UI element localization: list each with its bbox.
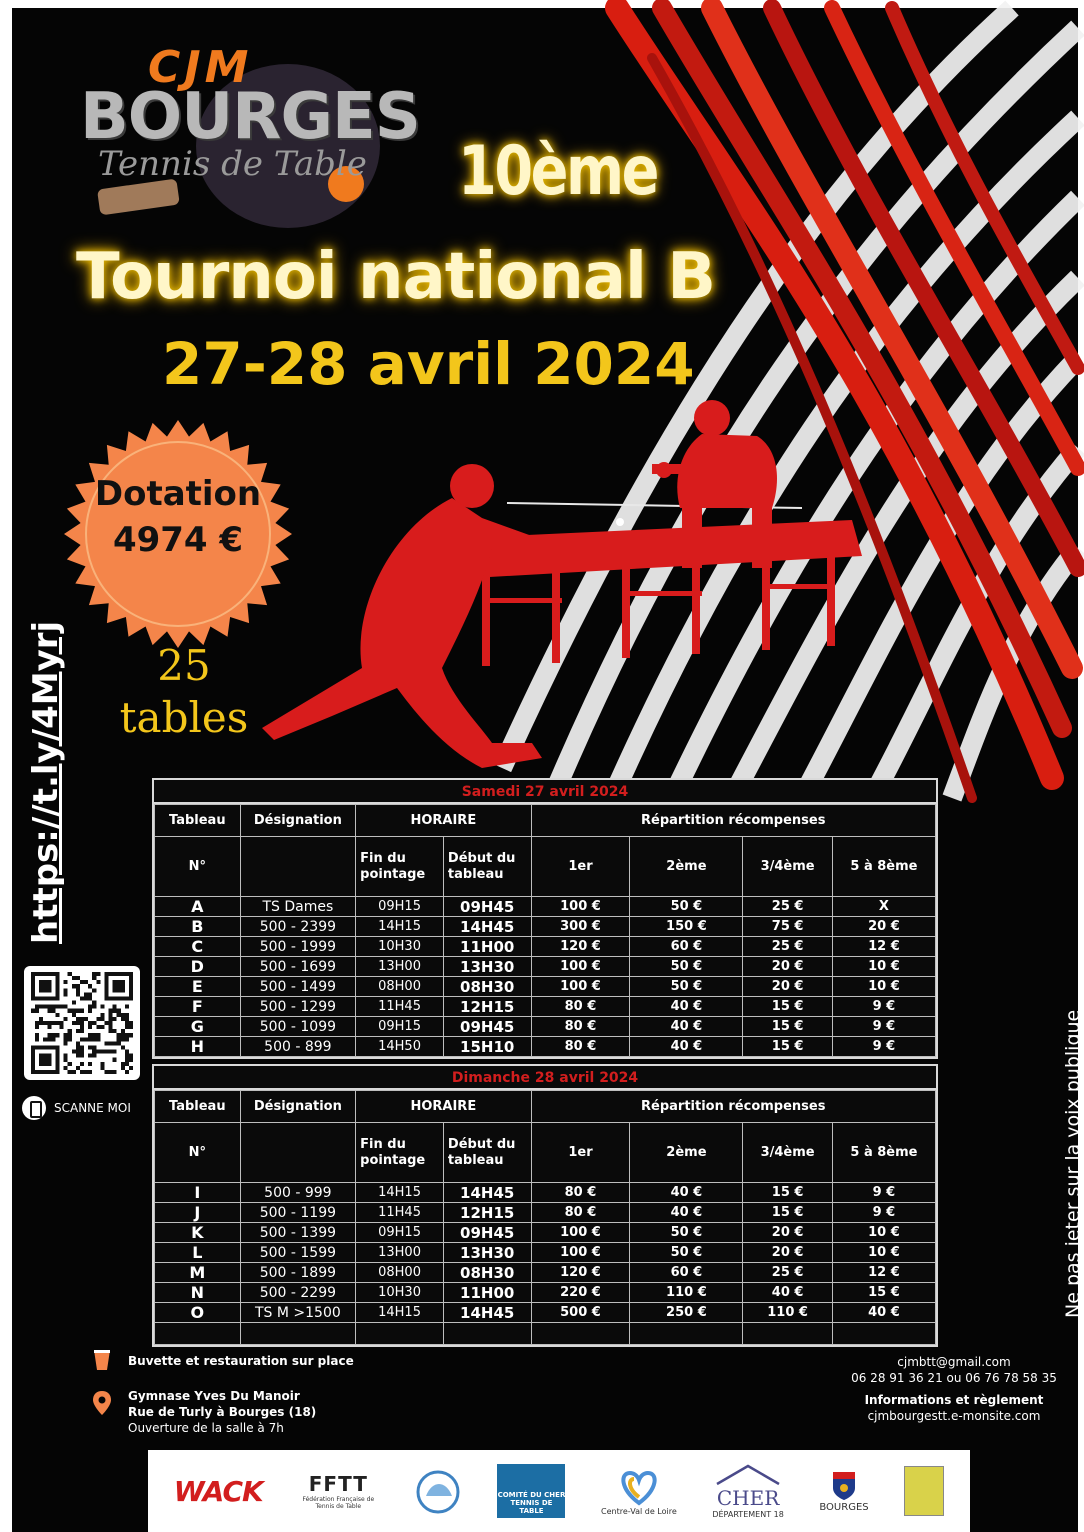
cell-debut-tableau: 09H45 bbox=[443, 897, 531, 917]
sponsor-comite-logo: COMITÉ DU CHER TENNIS DE TABLE bbox=[497, 1464, 565, 1518]
cell-prize-second: 40 € bbox=[630, 1017, 743, 1037]
tables-count-label: tables bbox=[119, 693, 249, 742]
cell-prize-third-fourth: 15 € bbox=[743, 1037, 832, 1057]
table-row bbox=[155, 1283, 936, 1303]
cell-empty bbox=[630, 1323, 743, 1345]
cell-tableau: A bbox=[155, 897, 241, 917]
cell-prize-third-fourth: 20 € bbox=[743, 977, 832, 997]
table-row bbox=[155, 957, 936, 977]
tournament-dates: 27-28 avril 2024 bbox=[162, 330, 695, 398]
cell-debut-tableau: 13H30 bbox=[443, 1243, 531, 1263]
cell-debut-tableau: 12H15 bbox=[443, 997, 531, 1017]
table-row bbox=[155, 1183, 936, 1203]
poster bbox=[12, 8, 1084, 1532]
cell-designation: 500 - 2399 bbox=[240, 917, 356, 937]
col-debut-tableau: Début du tableau bbox=[443, 1123, 531, 1183]
registration-link[interactable]: https://t.ly/4Myrj bbox=[26, 620, 66, 944]
litter-notice: Ne pas jeter sur la voix publique bbox=[1062, 1009, 1084, 1318]
sponsor-wack-logo: WACK bbox=[173, 1474, 263, 1508]
col-fifth-eighth: 5 à 8ème bbox=[832, 837, 935, 897]
buvette-info: Buvette et restauration sur place bbox=[128, 1354, 354, 1368]
col-blank bbox=[240, 837, 356, 897]
col-tableau: Tableau bbox=[155, 1091, 241, 1123]
cell-fin-pointage: 09H15 bbox=[356, 1223, 444, 1243]
cell-prize-fifth-eighth: 9 € bbox=[832, 997, 935, 1017]
contact-website[interactable]: cjmbourgestt.e-monsite.com bbox=[867, 1409, 1041, 1423]
cell-prize-first: 100 € bbox=[531, 977, 630, 997]
cell-prize-first: 100 € bbox=[531, 1243, 630, 1263]
venue-name: Gymnase Yves Du Manoir bbox=[128, 1389, 300, 1403]
qr-code[interactable] bbox=[24, 966, 140, 1080]
col-horaire: HORAIRE bbox=[356, 1091, 531, 1123]
cell-debut-tableau: 12H15 bbox=[443, 1203, 531, 1223]
cell-fin-pointage: 08H00 bbox=[356, 1263, 444, 1283]
cell-prize-third-fourth: 25 € bbox=[743, 1263, 832, 1283]
cell-prize-first: 120 € bbox=[531, 937, 630, 957]
logo-sport: Tennis de Table bbox=[98, 144, 367, 184]
cell-tableau: H bbox=[155, 1037, 241, 1057]
cell-tableau: O bbox=[155, 1303, 241, 1323]
cell-debut-tableau: 15H10 bbox=[443, 1037, 531, 1057]
cell-prize-second: 40 € bbox=[630, 1037, 743, 1057]
cell-designation: 500 - 899 bbox=[240, 1037, 356, 1057]
cell-prize-first: 80 € bbox=[531, 1037, 630, 1057]
cell-prize-first: 80 € bbox=[531, 1203, 630, 1223]
cell-prize-fifth-eighth: 10 € bbox=[832, 1223, 935, 1243]
edition-number: 10ème bbox=[458, 132, 658, 211]
cell-designation: 500 - 1699 bbox=[240, 957, 356, 977]
cell-prize-second: 50 € bbox=[630, 957, 743, 977]
cell-fin-pointage: 14H15 bbox=[356, 1183, 444, 1203]
cell-prize-first: 100 € bbox=[531, 1223, 630, 1243]
cell-debut-tableau: 14H45 bbox=[443, 1183, 531, 1203]
logo-city: BOURGES bbox=[80, 80, 420, 154]
sponsor-cher-sub: DÉPARTEMENT 18 bbox=[712, 1509, 784, 1519]
cell-tableau: C bbox=[155, 937, 241, 957]
cell-prize-fifth-eighth: X bbox=[832, 897, 935, 917]
col-numero: N° bbox=[155, 837, 241, 897]
cell-prize-fifth-eighth: 10 € bbox=[832, 1243, 935, 1263]
sponsor-bourges-label: BOURGES bbox=[819, 1501, 869, 1513]
cell-prize-third-fourth: 25 € bbox=[743, 937, 832, 957]
cell-prize-third-fourth: 20 € bbox=[743, 957, 832, 977]
sponsor-region bbox=[601, 1467, 677, 1516]
col-debut-tableau: Début du tableau bbox=[443, 837, 531, 897]
cell-prize-fifth-eighth: 15 € bbox=[832, 1283, 935, 1303]
col-designation: Désignation bbox=[240, 1091, 356, 1123]
cell-empty bbox=[531, 1323, 630, 1345]
cell-prize-first: 80 € bbox=[531, 1183, 630, 1203]
contact-email[interactable]: cjmbtt@gmail.com bbox=[897, 1355, 1011, 1369]
cell-fin-pointage: 08H00 bbox=[356, 977, 444, 997]
cell-designation: 500 - 2299 bbox=[240, 1283, 356, 1303]
cell-prize-second: 50 € bbox=[630, 1223, 743, 1243]
cell-prize-third-fourth: 15 € bbox=[743, 1017, 832, 1037]
cell-designation: 500 - 1599 bbox=[240, 1243, 356, 1263]
scan-prompt bbox=[22, 1096, 131, 1120]
prize-label: Dotation bbox=[94, 474, 262, 514]
cell-prize-fifth-eighth: 40 € bbox=[832, 1303, 935, 1323]
cell-prize-second: 40 € bbox=[630, 1203, 743, 1223]
qr-code-icon bbox=[30, 972, 134, 1074]
saturday-title: Samedi 27 avril 2024 bbox=[154, 780, 936, 804]
cell-prize-second: 50 € bbox=[630, 897, 743, 917]
col-second: 2ème bbox=[630, 1123, 743, 1183]
col-first: 1er bbox=[531, 1123, 630, 1183]
cell-fin-pointage: 13H00 bbox=[356, 1243, 444, 1263]
contact-phones: 06 28 91 36 21 ou 06 76 78 58 35 bbox=[851, 1371, 1057, 1385]
cell-prize-first: 80 € bbox=[531, 1017, 630, 1037]
cell-prize-third-fourth: 20 € bbox=[743, 1223, 832, 1243]
sponsor-mehun bbox=[904, 1466, 944, 1516]
cell-fin-pointage: 14H15 bbox=[356, 917, 444, 937]
table-row bbox=[155, 1303, 936, 1323]
cell-designation: 500 - 1199 bbox=[240, 1203, 356, 1223]
col-numero: N° bbox=[155, 1123, 241, 1183]
cell-designation: 500 - 1099 bbox=[240, 1017, 356, 1037]
table-row bbox=[155, 1203, 936, 1223]
col-repartition: Répartition récompenses bbox=[531, 805, 936, 837]
heart-icon bbox=[616, 1467, 662, 1507]
cell-prize-fifth-eighth: 12 € bbox=[832, 1263, 935, 1283]
cell-debut-tableau: 11H00 bbox=[443, 937, 531, 957]
cell-designation: 500 - 1499 bbox=[240, 977, 356, 997]
sunday-schedule bbox=[152, 1064, 938, 1347]
col-fin-pointage: Fin du pointage bbox=[356, 1123, 444, 1183]
sponsor-comite bbox=[497, 1464, 565, 1518]
cell-prize-first: 300 € bbox=[531, 917, 630, 937]
cell-prize-third-fourth: 25 € bbox=[743, 897, 832, 917]
cell-empty bbox=[240, 1323, 356, 1345]
cell-prize-third-fourth: 20 € bbox=[743, 1243, 832, 1263]
cell-empty bbox=[832, 1323, 935, 1345]
cell-prize-second: 250 € bbox=[630, 1303, 743, 1323]
cell-prize-first: 500 € bbox=[531, 1303, 630, 1323]
cell-prize-fifth-eighth: 10 € bbox=[832, 957, 935, 977]
col-blank bbox=[240, 1123, 356, 1183]
cell-debut-tableau: 14H45 bbox=[443, 1303, 531, 1323]
sunday-title: Dimanche 28 avril 2024 bbox=[154, 1066, 936, 1090]
table-row bbox=[155, 1263, 936, 1283]
cell-prize-third-fourth: 15 € bbox=[743, 1183, 832, 1203]
saturday-table bbox=[154, 804, 936, 1057]
cell-tableau: G bbox=[155, 1017, 241, 1037]
cell-prize-third-fourth: 110 € bbox=[743, 1303, 832, 1323]
logo-club-name: CJM bbox=[148, 42, 253, 93]
cell-prize-first: 220 € bbox=[531, 1283, 630, 1303]
col-designation: Désignation bbox=[240, 805, 356, 837]
col-horaire: HORAIRE bbox=[356, 805, 531, 837]
prize-badge bbox=[62, 474, 294, 560]
cell-tableau: L bbox=[155, 1243, 241, 1263]
info-label: Informations et règlement bbox=[864, 1393, 1044, 1407]
venue-opening: Ouverture de la salle à 7h bbox=[128, 1421, 284, 1435]
cell-debut-tableau: 14H45 bbox=[443, 917, 531, 937]
sponsor-emblem bbox=[414, 1466, 462, 1516]
club-logo bbox=[78, 34, 420, 224]
sponsor-fftt bbox=[298, 1472, 378, 1510]
scan-label: SCANNE MOI bbox=[54, 1101, 131, 1115]
cell-tableau: B bbox=[155, 917, 241, 937]
cell-fin-pointage: 10H30 bbox=[356, 1283, 444, 1303]
coat-of-arms-icon bbox=[831, 1470, 857, 1502]
cell-fin-pointage: 09H15 bbox=[356, 897, 444, 917]
venue-street: Rue de Turly à Bourges (18) bbox=[128, 1405, 317, 1419]
cell-prize-second: 50 € bbox=[630, 1243, 743, 1263]
contact-info bbox=[832, 1354, 1076, 1424]
table-row bbox=[155, 1037, 936, 1057]
cell-tableau: J bbox=[155, 1203, 241, 1223]
sponsor-region-label: Centre-Val de Loire bbox=[601, 1506, 677, 1516]
table-row bbox=[155, 997, 936, 1017]
sponsor-cher-logo: CHER bbox=[716, 1485, 780, 1510]
sponsor-fftt-logo: FFTT bbox=[308, 1472, 368, 1496]
sponsor-wack bbox=[174, 1475, 263, 1508]
cell-prize-first: 100 € bbox=[531, 957, 630, 977]
cell-debut-tableau: 08H30 bbox=[443, 1263, 531, 1283]
cell-empty bbox=[443, 1323, 531, 1345]
phone-icon bbox=[22, 1096, 46, 1120]
col-first: 1er bbox=[531, 837, 630, 897]
cell-fin-pointage: 10H30 bbox=[356, 937, 444, 957]
cell-prize-first: 100 € bbox=[531, 897, 630, 917]
cell-empty bbox=[356, 1323, 444, 1345]
cell-prize-fifth-eighth: 9 € bbox=[832, 1017, 935, 1037]
col-repartition: Répartition récompenses bbox=[531, 1091, 936, 1123]
sponsor-cher bbox=[712, 1464, 783, 1519]
cell-prize-fifth-eighth: 9 € bbox=[832, 1037, 935, 1057]
cell-tableau: F bbox=[155, 997, 241, 1017]
cell-prize-fifth-eighth: 9 € bbox=[832, 1183, 935, 1203]
cell-empty bbox=[155, 1323, 241, 1345]
sponsor-bar bbox=[148, 1450, 970, 1532]
col-third-fourth: 3/4ème bbox=[743, 1123, 832, 1183]
tables-count bbox=[104, 640, 264, 744]
cell-prize-second: 60 € bbox=[630, 937, 743, 957]
cell-debut-tableau: 09H45 bbox=[443, 1017, 531, 1037]
cell-prize-first: 80 € bbox=[531, 997, 630, 1017]
cell-designation: 500 - 1899 bbox=[240, 1263, 356, 1283]
cell-designation: 500 - 1999 bbox=[240, 937, 356, 957]
cell-prize-first: 120 € bbox=[531, 1263, 630, 1283]
table-row bbox=[155, 897, 936, 917]
table-row bbox=[155, 1017, 936, 1037]
cell-empty bbox=[743, 1323, 832, 1345]
cell-fin-pointage: 14H50 bbox=[356, 1037, 444, 1057]
col-tableau: Tableau bbox=[155, 805, 241, 837]
roof-icon bbox=[713, 1464, 783, 1486]
saturday-schedule bbox=[152, 778, 938, 1059]
sponsor-mehun-logo bbox=[904, 1466, 944, 1516]
table-row bbox=[155, 977, 936, 997]
cell-designation: 500 - 1399 bbox=[240, 1223, 356, 1243]
cell-prize-second: 60 € bbox=[630, 1263, 743, 1283]
cell-prize-fifth-eighth: 12 € bbox=[832, 937, 935, 957]
cell-debut-tableau: 09H45 bbox=[443, 1223, 531, 1243]
cell-fin-pointage: 11H45 bbox=[356, 1203, 444, 1223]
cell-prize-fifth-eighth: 9 € bbox=[832, 1203, 935, 1223]
location-pin-icon bbox=[92, 1390, 112, 1416]
cell-tableau: N bbox=[155, 1283, 241, 1303]
prize-amount: 4974 € bbox=[112, 520, 244, 560]
cell-fin-pointage: 14H15 bbox=[356, 1303, 444, 1323]
table-row bbox=[155, 917, 936, 937]
cell-debut-tableau: 08H30 bbox=[443, 977, 531, 997]
cell-fin-pointage: 11H45 bbox=[356, 997, 444, 1017]
emblem-icon bbox=[414, 1466, 462, 1516]
cell-designation: 500 - 999 bbox=[240, 1183, 356, 1203]
cup-icon bbox=[92, 1348, 112, 1372]
cell-tableau: I bbox=[155, 1183, 241, 1203]
sunday-table bbox=[154, 1090, 936, 1345]
cell-tableau: E bbox=[155, 977, 241, 997]
cell-designation: 500 - 1299 bbox=[240, 997, 356, 1017]
cell-prize-third-fourth: 40 € bbox=[743, 1283, 832, 1303]
cell-fin-pointage: 09H15 bbox=[356, 1017, 444, 1037]
cell-prize-fifth-eighth: 10 € bbox=[832, 977, 935, 997]
cell-prize-second: 40 € bbox=[630, 1183, 743, 1203]
cell-debut-tableau: 13H30 bbox=[443, 957, 531, 977]
cell-designation: TS Dames bbox=[240, 897, 356, 917]
table-row bbox=[155, 1243, 936, 1263]
cell-prize-third-fourth: 15 € bbox=[743, 997, 832, 1017]
venue-address bbox=[128, 1388, 316, 1436]
cell-prize-second: 50 € bbox=[630, 977, 743, 997]
col-fifth-eighth: 5 à 8ème bbox=[832, 1123, 935, 1183]
table-row-empty bbox=[155, 1323, 936, 1345]
col-second: 2ème bbox=[630, 837, 743, 897]
cell-tableau: K bbox=[155, 1223, 241, 1243]
table-row bbox=[155, 1223, 936, 1243]
col-fin-pointage: Fin du pointage bbox=[356, 837, 444, 897]
cell-prize-third-fourth: 75 € bbox=[743, 917, 832, 937]
cell-tableau: M bbox=[155, 1263, 241, 1283]
cell-prize-second: 110 € bbox=[630, 1283, 743, 1303]
sponsor-fftt-sub: Fédération Française de Tennis de Table bbox=[302, 1496, 375, 1510]
cell-prize-fifth-eighth: 20 € bbox=[832, 917, 935, 937]
col-third-fourth: 3/4ème bbox=[743, 837, 832, 897]
cell-fin-pointage: 13H00 bbox=[356, 957, 444, 977]
sponsor-bourges bbox=[819, 1470, 868, 1513]
cell-debut-tableau: 11H00 bbox=[443, 1283, 531, 1303]
table-row bbox=[155, 937, 936, 957]
cell-designation: TS M >1500 bbox=[240, 1303, 356, 1323]
cell-prize-second: 150 € bbox=[630, 917, 743, 937]
cell-prize-third-fourth: 15 € bbox=[743, 1203, 832, 1223]
cell-tableau: D bbox=[155, 957, 241, 977]
tournament-title: Tournoi national B bbox=[76, 240, 715, 314]
cell-prize-second: 40 € bbox=[630, 997, 743, 1017]
tables-count-number: 25 bbox=[157, 641, 211, 690]
